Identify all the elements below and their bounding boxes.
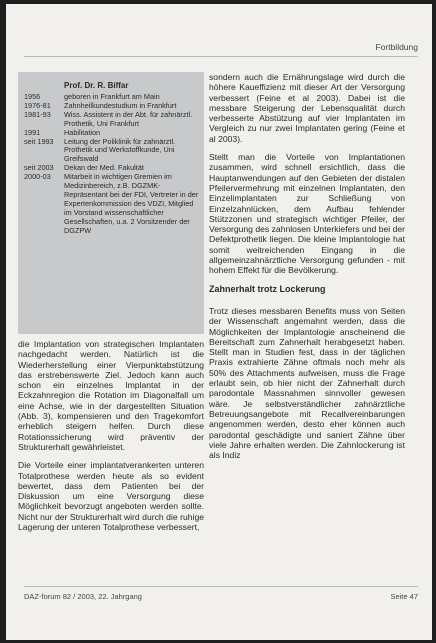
bio-text: Wiss. Assistent in der Abt. für zahnärztl. Prothetik, Uni Frankfurt [64, 109, 193, 128]
bio-name: Prof. Dr. R. Biffar [64, 81, 129, 90]
bio-year: 1981-93 [24, 109, 51, 119]
bio-year: 2000-03 [24, 172, 51, 182]
bio-text: Mitarbeit in wichtigen Gremien im Medizinbereich, z.B. DGZMK-Repräsentant bei der FDI, Vertreter in der Expertenkommission des VDZI, Mitglied im Vorstand wissenschaftlicher Gesellschaften, u.a. 2 Vorsitzender der DGZPW [64, 172, 199, 235]
bio-year: 1956 [24, 92, 41, 101]
bio-year: seit 1993 [24, 136, 54, 146]
bio-text: Habilitation [64, 127, 101, 137]
bio-entries [24, 93, 200, 236]
body-paragraph: Stellt man die Vorteile von Implantationen zusammen, wird schnell ersichtlich, dass die Hauptanwendungen auf den Gebieten der distalen Pfeilervermehrung mit einzelnen Implantaten, den Einzelimplantaten zur Schließung von Einzelzahnlücken, dem Aufbau fehlender Stützzonen und strategisch wichtiger Pfeiler, der Versorgung des zahnlosen Unterkiefers und bei der Defektprothetik liegen. Die kleine Implantologie hat somit weitreichenden Eingang in die allgemeinzahnärztliche Versorgung gefunden - mit hohem Effekt für die Bevölkerung. [209, 152, 405, 276]
section-label: Fortbildung [375, 42, 418, 52]
bio-text: Leitung der Poliklinik für zahnärztl. Prothetik und Werkstoffkunde, Uni Greifswald [64, 136, 176, 164]
bio-text: Dekan der Med. Fakultät [64, 163, 144, 173]
page-footer [24, 586, 418, 601]
section-heading: Zahnerhalt trotz Lockerung [209, 283, 326, 294]
bio-box [18, 72, 204, 334]
body-paragraph: die Implantation von strategischen Implantaten nachgedacht werden. Natürlich ist die Wiederherstellung einer Vierpunktabstützung das erstrebenswerte Ziel. Jedoch kann auch schon ein einzelnes Implantat in der Eckzahnregion die Rotation im Diagonalfall um eine Achse, wie in der dargestellten Situation (Abb. 3), kompensieren und den Tragekomfort erheblich steigern helfen. Durch diese Rotationssicherung wird präventiv der Strukturerhalt gewährleistet. [18, 339, 204, 452]
body-paragraph: Die Vorteile einer implantatverankerten unteren Totalprothese werden heute als so evident bewertet, dass dem Patienten bei der Diskussion um eine Versorgung diese Möglichkeit bevorzugt angeboten werden sollte. Nicht nur der Strukturerhalt wird durch die ruhige Lagerung der unteren Totalprothese verbessert, [18, 460, 204, 533]
bio-year: 1976-81 [24, 100, 51, 110]
bio-entry [24, 138, 200, 165]
journal-info: DAZ-forum 82 / 2003, 22. Jahrgang [24, 592, 142, 601]
bio-year: 1991 [24, 127, 41, 137]
page-header [24, 42, 418, 57]
bio-text: Zahnheilkundestudium in Frankfurt [64, 100, 177, 110]
bio-entry [24, 111, 200, 129]
bio-text: geboren in Frankfurt am Main [64, 92, 160, 101]
body-paragraph: sondern auch die Ernährungslage wird durch die höhere Kaueffizienz mit dieser Art der Versorgung verbessert (Feine et al 2003). Dabei ist die messbare Steigerung der Lebensqualität durch verbesserte Abstützung auf vier Implantaten im Vergleich zu nur zwei Implantaten gering (Feine et al 2003). [209, 72, 405, 144]
body-paragraph: Trotz dieses messbaren Benefits muss von Seiten der Wissenschaft angemahnt werden, dass die Möglichkeiten der Implantologie anscheinend die Bereitschaft zum Zahnerhalt herabgesetzt haben. Stellt man in Studien fest, dass in der täglichen Praxis extrahierte Zähne oftmals noch mehr als 50% des Attachments aufweisen, muss die Frage erlaubt sein, ob hier nicht der Zahnerhalt durch parodontale Massnahmen sinnvoller gewesen wäre. Je selbstverständlicher zahnärztliche Betreuungsangebote mit Recallvereinbarungen angenommen werden, desto eher können auch parodontal geschädigte und saniert Zähne über viele Jahre erhalten werden. Die Zahnlockerung ist als Indiz [209, 305, 405, 461]
right-column [209, 72, 405, 468]
page-number: Seite 47 [390, 592, 418, 601]
left-column [18, 339, 204, 540]
bio-year: seit 2003 [24, 163, 54, 173]
bio-entry [24, 173, 200, 235]
document-page [6, 4, 432, 640]
